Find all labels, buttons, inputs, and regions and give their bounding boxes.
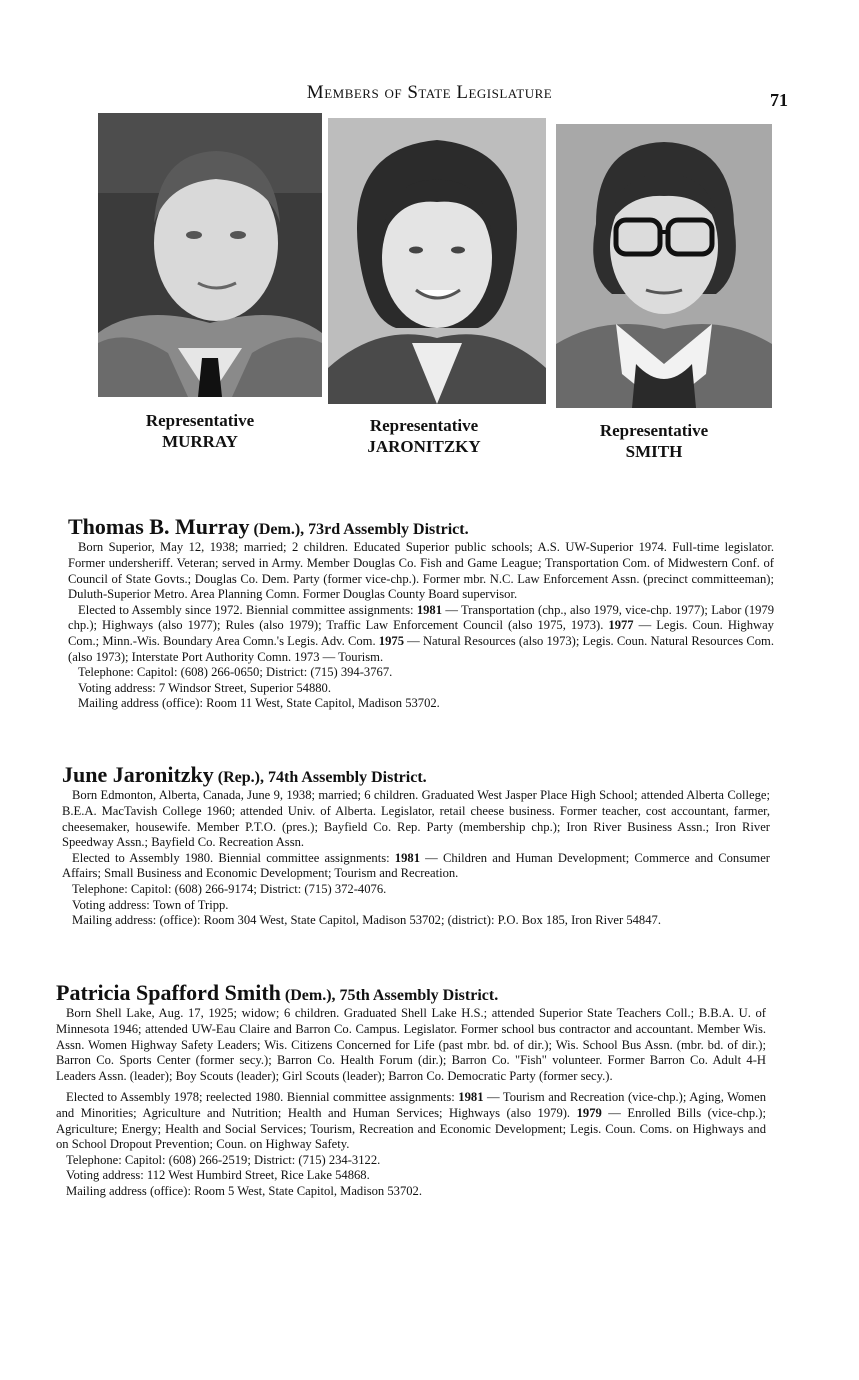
portrait-photo-murray (98, 113, 322, 397)
member-name: Thomas B. Murray (68, 514, 250, 539)
caption-surname: MURRAY (162, 432, 238, 451)
committee-assignments: Elected to Assembly 1978; reelected 1980. Biennial committee assignments: 1981 — Tourism and Recreation (vice-chp.); Aging, Women and Minorities; Agriculture and Nutrition; Health and Human Services; Highways (also 1979). 1979 — Enrolled Bills (vice-chp.); Agriculture; Energy; Health and Social Services; Tourism, Recreation and Economic Development; Legis. Coun. Coms. on Highways and on School Dropout Prevention; Coun. on Highway Safety. (56, 1090, 766, 1152)
portrait-photo-smith (556, 124, 772, 408)
telephone: Telephone: Capitol: (608) 266-0650; District: (715) 394-3767. (78, 665, 393, 680)
member-name: June Jaronitzky (62, 762, 214, 787)
page-number: 71 (770, 90, 788, 110)
caption-murray (110, 410, 290, 452)
party-district: (Dem.), 75th Assembly District. (280, 987, 499, 1004)
entry-jaronitzky (62, 762, 770, 929)
caption-surname: JARONITZKY (367, 437, 481, 456)
mailing-address: Mailing address (office): Room 11 West, State Capitol, Madison 53702. (78, 696, 440, 711)
caption-jaronitzky (334, 415, 514, 457)
mailing-address: Mailing address: (office): Room 304 West, State Capitol, Madison 53702; (district): P.O. Box 185, Iron River 54847. (72, 913, 661, 928)
biography: Born Superior, May 12, 1938; married; 2 children. Educated Superior public schools; A.S. UW-Superior 1974. Full-time legislator. Former undersheriff. Veteran; served in Army. Member Douglas Co. Fish and Game League; Transportation Com. of Midwestern Conf. of Council of State Govts.; Douglas Co. Dem. Party (former vice-chp.). Former mbr. N.C. Law Enforcement Assn. (precinct committeeman); Duluth-Superior Metro. Area Planning Comn. Former Douglas County Board supervisor. (68, 540, 774, 602)
caption-smith (564, 420, 744, 462)
party-district: (Dem.), 73rd Assembly District. (249, 521, 469, 538)
caption-title: Representative (599, 421, 709, 440)
voting-address: Voting address: 112 West Humbird Street, Rice Lake 54868. (66, 1168, 370, 1183)
entry-heading (62, 762, 770, 788)
portrait-photo-jaronitzky (328, 118, 546, 404)
caption-title: Representative (145, 411, 255, 430)
committee-assignments: Elected to Assembly 1980. Biennial committee assignments: 1981 — Children and Human Development; Commerce and Consumer Affairs; Small Business and Economic Development; Tourism and Recreation. (62, 850, 770, 881)
running-head: Members of State Legislature (306, 82, 553, 103)
party-district: (Rep.), 74th Assembly District. (213, 769, 427, 786)
entry-smith (56, 980, 766, 1200)
entry-murray (68, 514, 774, 712)
mailing-address: Mailing address (office): Room 5 West, State Capitol, Madison 53702. (66, 1183, 423, 1198)
caption-title: Representative (369, 416, 479, 435)
voting-address: Voting address: 7 Windsor Street, Superior 54880. (78, 680, 331, 695)
biography: Born Edmonton, Alberta, Canada, June 9, 1938; married; 6 children. Graduated West Jasper Place High School; attended Alberta College; B.E.A. MacTavish College 1960; attended Univ. of Alberta. Legislator, retail cheese business. Former teacher, cost accountant, farmer, cheesemaker, housewife. Member P.T.O. (pres.); Bayfield Co. Rep. Party (membership chp.); Iron River Business Assn.; Iron River Speedway Assn.; Bayfield Co. Recreation Assn. (62, 788, 770, 850)
caption-surname: SMITH (625, 442, 683, 461)
entry-heading (56, 980, 766, 1006)
member-name: Patricia Spafford Smith (56, 980, 281, 1005)
voting-address: Voting address: Town of Tripp. (72, 897, 229, 912)
biography: Born Shell Lake, Aug. 17, 1925; widow; 6 children. Graduated Shell Lake H.S.; attended Superior State Teachers Coll.; B.B.A. U. of Minnesota 1946; attended UW-Eau Claire and Barron Co. Campus. Legislator. Former school bus contractor and accountant. Member Wis. Assn. Women Highway Safety Leaders; Wis. Citizens Concerned for Life (past mbr. bd. of dir.); Wis. School Bus Assn. (mbr. bd. of dir.); Barron Co. Sports Center (former secy.); Barron Co. Health Forum (dir.); Barron Co. "Fish" volunteer. Former Barron Co. Adult 4-H Leaders Assn. (leader); Boy Scouts (leader); Girl Scouts (leader); Barron Co. Democratic Party (former secy.). (56, 1006, 766, 1083)
telephone: Telephone: Capitol: (608) 266-9174; District: (715) 372-4076. (72, 881, 387, 896)
entry-heading (68, 514, 774, 540)
telephone: Telephone: Capitol: (608) 266-2519; District: (715) 234-3122. (66, 1152, 381, 1167)
committee-assignments: Elected to Assembly since 1972. Biennial committee assignments: 1981 — Transportation (chp., also 1979, vice-chp. 1977); Labor (1979 chp.); Highways (also 1977); Rules (also 1979); Traffic Law Enforcement Council (also 1975, 1973). 1977 — Legis. Coun. Highway Com.; Minn.-Wis. Boundary Area Comn.'s Legis. Adv. Com. 1975 — Natural Resources (also 1973); Legis. Coun. Natural Resources Com. (also 1973); Interstate Port Authority Comn. 1973 — Tourism. (68, 602, 775, 664)
